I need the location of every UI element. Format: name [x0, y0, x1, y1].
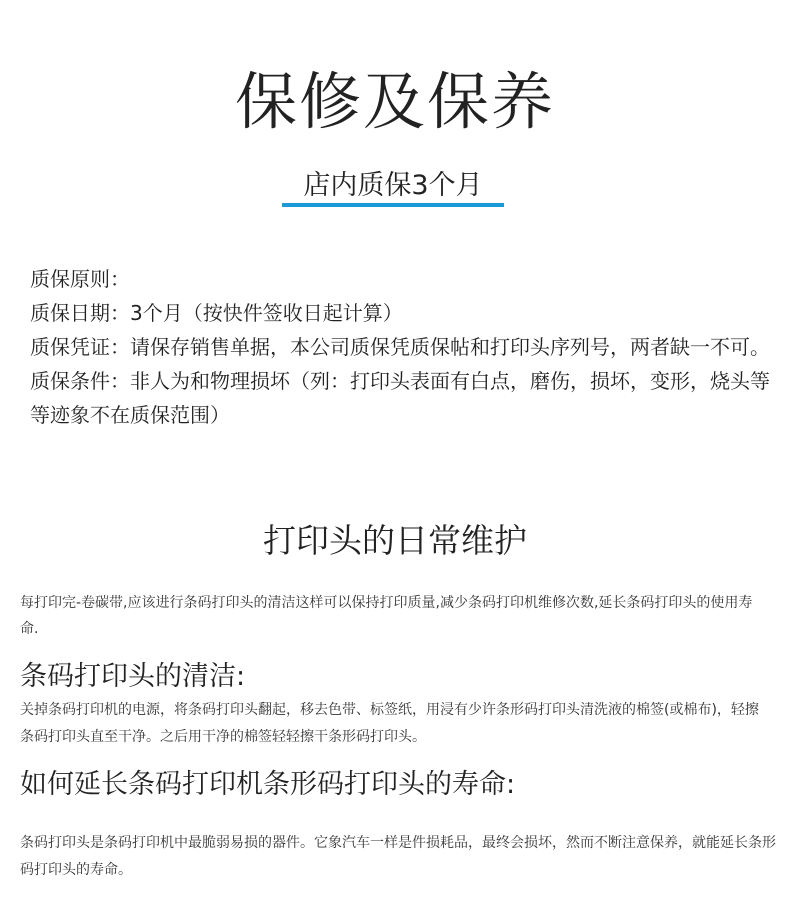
- maintenance-intro: 每打印完-卷碳带,应该进行条码打印头的清洁这样可以保持打印质量,减少条码打印机维修次数,延长条码打印头的使用寿命.: [20, 595, 753, 637]
- lifespan-text: 条码打印头是条码打印机中最脆弱易损的器件。它象汽车一样是件损耗品，最终会损坏，然而不断注意保养，就能延长条形码打印头的寿命。: [20, 835, 776, 878]
- warranty-proof: 质保凭证：请保存销售单据，本公司质保凭质保帖和打印头序列号，两者缺一不可。: [30, 335, 770, 359]
- warranty-principle: 质保原则：: [30, 267, 130, 291]
- subtitle-underline: [282, 203, 504, 207]
- cleaning-text: 关掉条码打印机的电源，将条码打印头翻起，移去色带、标签纸，用浸有少许条形码打印头清洗液的棉签(或棉布)，轻擦条码打印头直至干净。之后用干净的棉签轻轻擦干条形码打印头。: [20, 702, 759, 745]
- subtitle-block: [282, 168, 504, 208]
- warranty-section: [30, 262, 770, 432]
- lifespan-heading: 如何延长条码打印机条形码打印头的寿命:: [20, 769, 516, 800]
- warranty-conditions: 质保条件：非人为和物理损坏（列：打印头表面有白点，磨伤，损坏，变形，烧头等等迹象不在质保范围）: [30, 369, 770, 427]
- cleaning-heading: 条码打印头的清洁:: [20, 661, 246, 692]
- warranty-period: 质保日期：3个月（按快件签收日起计算）: [30, 301, 403, 325]
- page-title: 保修及保养: [234, 65, 555, 138]
- maintenance-title: 打印头的日常维护: [263, 521, 527, 560]
- subtitle: 店内质保3个月: [303, 170, 483, 201]
